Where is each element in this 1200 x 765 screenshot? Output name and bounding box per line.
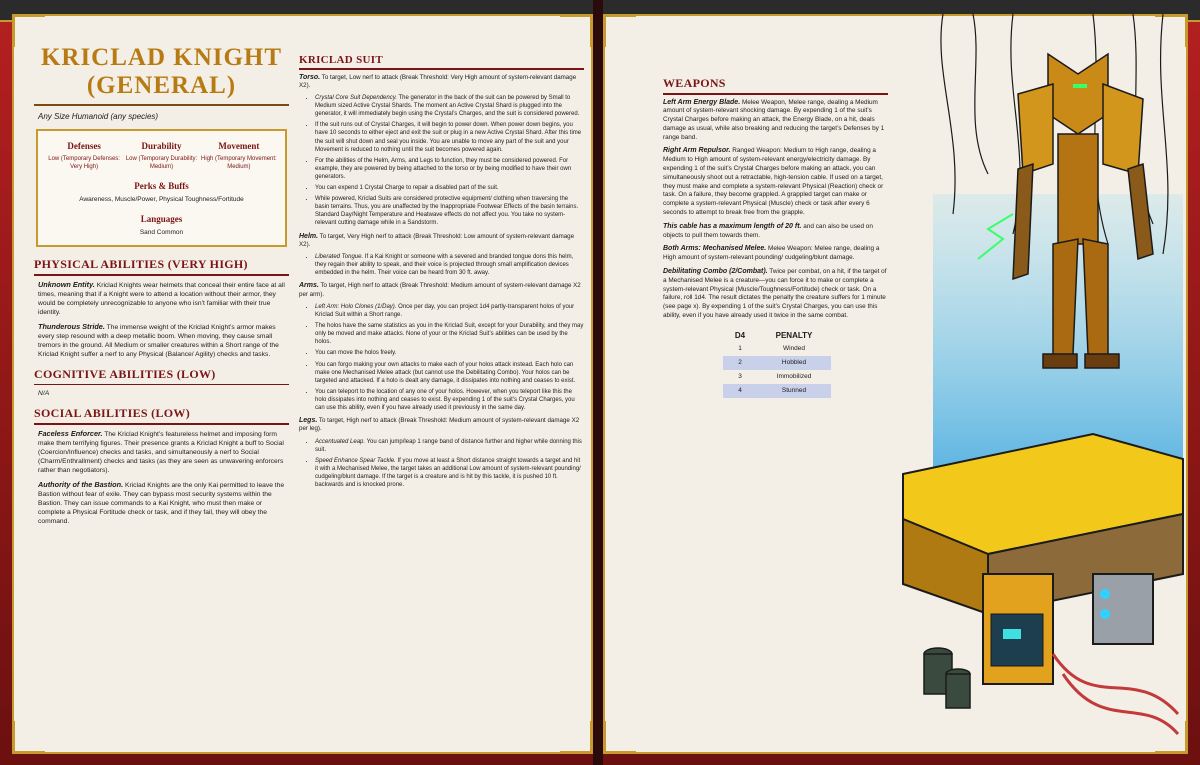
social-abilities-heading: SOCIAL ABILITIES (LOW) bbox=[34, 406, 190, 420]
list-item: • The holos have the same statistics as you in the Kriclad Suit, except for your Durability, and they may only be moved and make attacks. None of your or the Kriclad Suit’s abilities can be used by the holos. bbox=[315, 322, 584, 346]
cognitive-abilities-heading: COGNITIVE ABILITIES (LOW) bbox=[34, 366, 216, 381]
list-item: • While powered, Kriclad Suits are considered protective equipment/ clothing when traversing the basin terrains. Thus, you are unaffected by the Inappropriate Footwear Effects of the basin terrains. Standard Day/Night Temperature and Heatwave effects do not affect you. You take no system-relevant cutting damage while in a Sandstorm. bbox=[315, 195, 584, 227]
list-item: • You can forgo making your own attacks to make each of your holos attack instead. Each holo can make one Mechanised Melee attack (but cannot use the Debilitating Combo). Your holos can be targeted and attacked. If a holo is dealt any damage, it dissipates into nothing and ceases to exist. bbox=[315, 361, 584, 385]
legs-list bbox=[299, 438, 584, 490]
knight-illustration bbox=[893, 14, 1188, 754]
cognitive-value: N/A bbox=[38, 390, 50, 397]
list-item: • Left Arm: Holo Clones (1/Day). Once per day, you can project 1d4 partly-transparent holos of your Kriclad Suit within a Short range. bbox=[315, 303, 584, 319]
perks-heading: Perks & Buffs bbox=[134, 181, 189, 191]
languages-value: Sand Common bbox=[139, 229, 184, 236]
table-row: 4 Stunned bbox=[723, 384, 831, 398]
suit-arms: Arms. To target, High nerf to attack (Break Threshold: Medium amount of system-relevant damage X2 per arm). bbox=[299, 282, 581, 298]
weapons-heading: WEAPONS bbox=[663, 76, 726, 90]
stat-movement: Movement High (Temporary Movement: Medium) bbox=[201, 141, 277, 170]
weapons-column bbox=[663, 68, 888, 398]
title-divider bbox=[34, 104, 289, 106]
table-row: 3 Immobilized bbox=[738, 373, 812, 381]
list-item: • You can expend 1 Crystal Charge to repair a disabled part of the suit. bbox=[315, 184, 584, 192]
ability-faceless-enforcer: Faceless Enforcer. The Kriclad Knight’s featureless helmet and imposing form make them terrifying figures. Their presence grants a Kriclad Knight a buff to Social (Coercion/Influence) checks and tasks, and simultaneously a nerf to Social (Charm/Enthrallment) checks and tasks (as they are seen as unwavering enforcers rather than negotiators). bbox=[38, 428, 284, 474]
helm-list bbox=[299, 253, 584, 277]
ability-thunderous-stride: Thunderous Stride. The immense weight of the Kriclad Knight’s armor makes every step resound with a deep metallic boom. When moving, they cause small tremors in the ground. All Medium or smaller creatures within a Short range of the Kriclad Knight suffer a nerf to any Physical (Balance/ Agility) checks and tasks. bbox=[38, 321, 279, 358]
creature-type: Any Size Humanoid (any species) bbox=[38, 112, 159, 121]
suit-helm: Helm. To target, Very High nerf to attack (Break Threshold: Low amount of system-relevant damage X2). bbox=[299, 232, 575, 248]
table-row: 1 Winded bbox=[738, 345, 806, 353]
weapon-repulsor: Right Arm Repulsor. Ranged Weapon: Medium to High range, dealing a Medium to High amount of system-relevant energy/electricity damage. By expending 1 of the suit’s Crystal Charges before making an attack, you can simultaneously shoot out a retractable, high-tension cable. If used on a target, they must make and complete a system-relevant Physical (Reaction) check or task. On a failure, they become grappled. A grappled target can make or complete a system-relevant Physical (Muscle) check or task after every 6 seconds to attempt to break free from the grapple. bbox=[663, 147, 884, 217]
ability-authority-bastion: Authority of the Bastion. Kriclad Knights are the only Kai permitted to leave the Bastion without fear of exile. They can bypass most security systems within the Bastion. They can issue commands to a Kai Knight, who must then make or complete a Physical Fortitude check or task, and if they fail, they will obey the command. bbox=[38, 479, 285, 525]
book-spine bbox=[593, 0, 603, 765]
list-item: • You can teleport to the location of any one of your holos. However, when you teleport like this the holo dissipates into nothing and ceases to exist. By expending 1 of the suit’s Crystal Charges, you can use this ability, even if you have already used it previously in the same day. bbox=[315, 388, 584, 412]
list-item: • Liberated Tongue. If a Kai Knight or someone with a severed and branded tongue dons this helm, they regain their ability to speak, and their voice is projected through small amplification devices embedded in the helm. Their voice can be heard from 30 ft. away. bbox=[315, 253, 584, 277]
torso-list bbox=[299, 94, 584, 227]
weapon-cable-note: This cable has a maximum length of 20 ft. and can also be used on objects to pull them towards them. bbox=[663, 222, 873, 239]
languages-heading: Languages bbox=[140, 214, 183, 224]
suit-torso: Torso. To target, Low nerf to attack (Break Threshold: Very High amount of system-relevant damage X2). bbox=[299, 73, 577, 89]
arms-list bbox=[299, 303, 584, 412]
perks-list: Awareness, Muscle/Power, Physical Toughness/Fortitude bbox=[79, 196, 244, 203]
weapon-mechanised-melee: Both Arms: Mechanised Melee. Melee Weapon: Melee range, dealing a High amount of system-relevant pounding/ cudgeling/blunt damage. bbox=[663, 245, 880, 262]
left-page bbox=[12, 14, 593, 754]
stat-durability: Durability Low (Temporary Durability: Medium) bbox=[125, 141, 198, 170]
ability-unknown-entity: Unknown Entity. Kriclad Knights wear helmets that conceal their entire face at all times, meaning that if a Knight were to attend a location without their armor, they would be completely unrecognizable to anyone who isn’t familiar with their true identity. bbox=[38, 279, 285, 316]
table-row: 2 Hobbled bbox=[723, 356, 831, 370]
list-item: • Speed Enhance Spear Tackle. If you move at least a Short distance straight towards a target and hit it with a Mechanised Melee, the target takes an additional Low amount of system-relevant pounding/ cudgeling/blunt damage. If the target is a creature and is hit by this tackle, it is pushed 10 ft. backwards and is knocked prone. bbox=[315, 457, 584, 489]
list-item: • For the abilities of the Helm, Arms, and Legs to function, they must be considered powered. For example, they are powered by being attached to the torso or by being modified to have their own generators. bbox=[315, 157, 584, 181]
weapon-debilitating-combo: Debilitating Combo (2/Combat). Twice per combat, on a hit, if the target of a Mechanised Melee is a creature—you can force it to make or complete a system-relevant Physical (Muscle/Toughness/Fortitude) check or task. On a failure, roll 1d4. The result dictates the penalty the creature suffers for 1 minute (see page x). By expending 1 of the suit’s Crystal Charges, you can use this ability, even if you have already used it twice in the same combat. bbox=[663, 268, 887, 320]
stat-block bbox=[36, 129, 287, 247]
list-item: • You can move the holos freely. bbox=[315, 349, 584, 357]
stat-defenses: Defenses Low (Temporary Defenses: Very High) bbox=[48, 141, 120, 170]
list-item: • Accentuated Leap. You can jump/leap 1 range band of distance further and higher while donning this suit. bbox=[315, 438, 584, 454]
penalty-table: D4 PENALTY 1 Winded 2 Hobbled 3 Immobilized 4 Stunned bbox=[723, 329, 831, 398]
kriclad-suit-heading: KRICLAD SUIT bbox=[299, 54, 383, 66]
stat-column bbox=[34, 44, 289, 531]
suit-legs: Legs. To target, High nerf to attack (Break Threshold: Medium amount of system-relevant damage X2 per leg). bbox=[299, 417, 580, 433]
weapon-energy-blade: Left Arm Energy Blade. Melee Weapon, Melee range, dealing a Medium amount of system-relevant shocking damage. By expending 1 of the suit’s Crystal Charges before making an attack, the Energy Blade, on a hit, deals damage as usual, while also breaking and reducing the target’s Defenses by 1 range band. bbox=[663, 98, 885, 141]
suit-column bbox=[299, 54, 584, 494]
page-title: KRICLAD KNIGHT (GENERAL) bbox=[40, 44, 283, 99]
physical-abilities-heading: PHYSICAL ABILITIES (VERY HIGH) bbox=[34, 257, 248, 271]
list-item: • Crystal Core Suit Dependency. The generator in the back of the suit can be powered by Small to Medium sized Active Crystal Shards. The moment an Active Crystal Shard is plugged into the generator, it will immediately begin using the Crystal’s Charges, and the suit is considered powered. bbox=[315, 94, 584, 118]
right-page bbox=[603, 14, 1188, 754]
list-item: • If the suit runs out of Crystal Charges, it will begin to power down. When power down begins, you have 10 seconds to either eject and exit the suit or plug in a new Active Crystal Shard. After this time the suit will shut down and seal you inside. You are unable to move any part of the suit and your Movement is reduced to nothing until the suit becomes powered again. bbox=[315, 121, 584, 153]
